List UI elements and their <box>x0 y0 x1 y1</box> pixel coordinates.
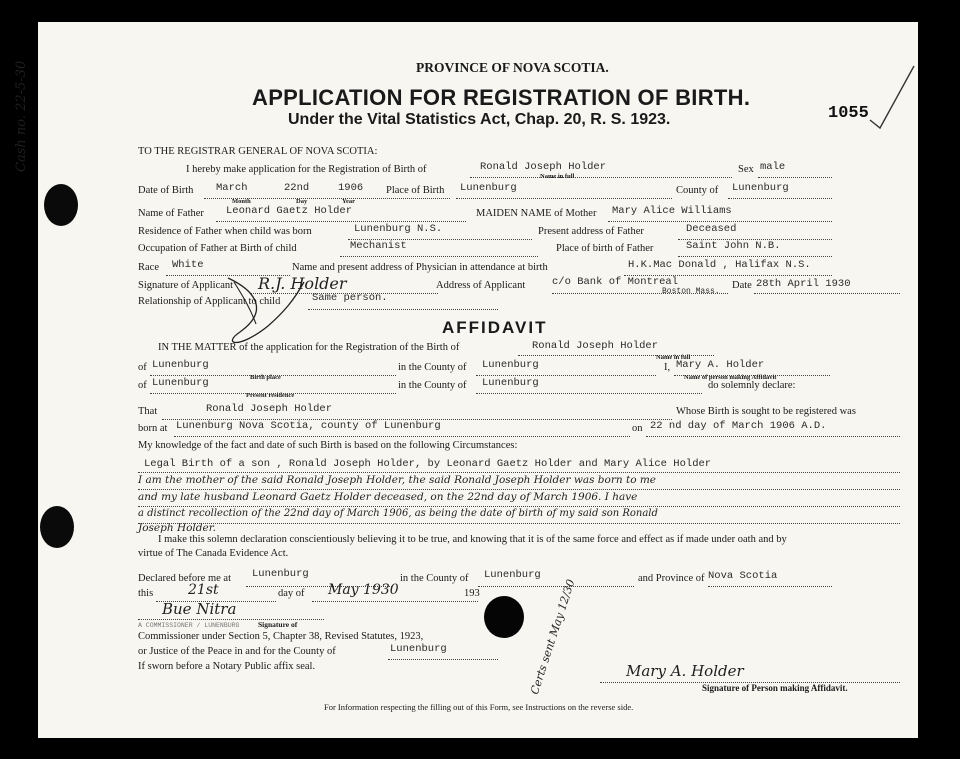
day-of-label: day of <box>278 588 305 599</box>
matter-name: Ronald Joseph Holder <box>532 340 659 352</box>
punch-hole-top <box>44 184 78 226</box>
father-birthplace-label: Place of birth of Father <box>556 243 654 254</box>
father-value: Leonard Gaetz Holder <box>226 205 353 217</box>
declared-label: Declared before me at <box>138 573 231 584</box>
solemn-line-1: I make this solemn declaration conscientiously believing it to be true, and knowing that it is of the same force and effect as if made under oath and by <box>158 534 787 545</box>
registration-number: 1055 <box>828 104 869 123</box>
intro-label: I hereby make application for the Registration of Birth of <box>186 164 427 175</box>
address-city: Boston Mass. <box>662 287 720 296</box>
marginal-handwriting: Certs sent May 12/30 <box>528 577 578 697</box>
dob-month: March <box>216 182 248 194</box>
birthplace-caption: Birth place <box>250 374 281 381</box>
declared-at-value: Lunenburg <box>252 568 309 580</box>
residence-affidavit: Lunenburg <box>152 377 209 389</box>
signature-label: Signature of Applicant <box>138 280 234 291</box>
sex-label: Sex <box>738 164 754 175</box>
commissioner-line: Commissioner under Section 5, Chapter 38, Revised Statutes, 1923, <box>138 631 424 642</box>
commissioner-signature: Bue Nitra <box>162 600 237 618</box>
circumstances-hand-2: and my late husband Leonard Gaetz Holder deceased, on the 22nd day of March 1906. I have <box>138 491 638 503</box>
of-label-2: of <box>138 380 147 391</box>
affiant-caption: Name of person making Affidavit <box>684 374 777 381</box>
circumstances-hand-4: Joseph Holder. <box>138 522 216 534</box>
full-name-caption: Name in full <box>540 173 575 180</box>
footer-text: For Information respecting the filling out of this Form, see Instructions on the reverse side. <box>324 702 634 712</box>
circumstances-hand-3: a distinct recollection of the 22nd day of March 1906, as being the date of birth of my said son Ronald <box>138 508 658 519</box>
mother-label: MAIDEN NAME of Mother <box>476 208 597 219</box>
solemn-line-2: virtue of The Canada Evidence Act. <box>138 548 289 559</box>
year-caption: Year <box>342 198 355 205</box>
form-subtitle: Under the Vital Statistics Act, Chap. 20, R. S. 1923. <box>288 111 671 128</box>
residence-label: Residence of Father when child was born <box>138 226 312 237</box>
this-label: this <box>138 588 154 599</box>
present-address-label: Present address of Father <box>538 226 644 237</box>
sex-value: male <box>760 161 786 173</box>
dob-label: Date of Birth <box>138 185 194 196</box>
margin-note: Cash no. 22-5-30 <box>14 60 29 172</box>
mother-value: Mary Alice Williams <box>612 205 732 217</box>
race-value: White <box>172 259 204 271</box>
whose-text: Whose Birth is sought to be registered was <box>676 406 856 417</box>
i-label: I, <box>664 362 671 373</box>
relationship-label: Relationship of Applicant to child <box>138 296 281 307</box>
county-value-1: Lunenburg <box>482 359 539 371</box>
declare-text: do solemnly declare: <box>708 380 796 391</box>
born-at-label: born at <box>138 423 168 434</box>
county-value-2: Lunenburg <box>482 377 539 389</box>
county-of-label-2: in the County of <box>398 380 467 391</box>
province-heading: PROVINCE OF NOVA SCOTIA. <box>416 60 609 75</box>
physician-label: Name and present address of Physician in attendance at birth <box>292 262 548 273</box>
province-value: Nova Scotia <box>708 570 778 582</box>
matter-name-caption: Name in full <box>656 354 691 361</box>
occupation-label: Occupation of Father at Birth of child <box>138 243 297 254</box>
dob-day: 22nd <box>284 182 310 194</box>
address-value: c/o Bank of Montreal <box>552 276 679 288</box>
notary-line: If sworn before a Notary Public affix seal. <box>138 661 316 672</box>
county-label: County of <box>676 185 719 196</box>
born-at-value: Lunenburg Nova Scotia, county of Lunenburg <box>176 420 441 432</box>
justice-county-value: Lunenburg <box>390 643 447 655</box>
date-value: 28th April 1930 <box>756 278 851 290</box>
month-caption: Month <box>232 198 251 205</box>
knowledge-text: My knowledge of the fact and date of such Birth is based on the following Circumstances: <box>138 440 518 451</box>
on-label: on <box>632 423 643 434</box>
matter-label: IN THE MATTER of the application for the Registration of the Birth of <box>158 342 460 353</box>
full-name-line <box>470 177 732 178</box>
month-value: May 1930 <box>328 582 399 598</box>
declared-county-value: Lunenburg <box>484 569 541 581</box>
occupation-value: Mechanist <box>350 240 407 252</box>
relationship-value: Same person. <box>312 292 388 304</box>
father-birthplace-value: Saint John N.B. <box>686 240 781 252</box>
punch-hole-bottom <box>40 506 74 548</box>
affidavit-heading: AFFIDAVIT <box>442 318 548 337</box>
address-label: Address of Applicant <box>436 280 526 291</box>
date-label: Date <box>732 280 752 291</box>
affiant-signature-caption: Signature of Person making Affidavit. <box>702 683 848 693</box>
circumstances-hand-1: I am the mother of the said Ronald Joseph Holder, the said Ronald Joseph Holder was born to me <box>138 474 657 486</box>
declared-county-label: in the County of <box>400 573 469 584</box>
province-label: and Province of <box>638 573 705 584</box>
form-title: APPLICATION FOR REGISTRATION OF BIRTH. <box>252 85 751 110</box>
signature-of-label: Signature of <box>258 620 298 629</box>
dob-year: 1906 <box>338 182 364 194</box>
full-name-value: Ronald Joseph Holder <box>480 161 607 173</box>
justice-line: or Justice of the Peace in and for the County of <box>138 646 336 657</box>
birth-registration-form <box>14 22 918 738</box>
pob-label: Place of Birth <box>386 185 445 196</box>
county-of-label-1: in the County of <box>398 362 467 373</box>
seal-icon <box>484 596 524 638</box>
race-label: Race <box>138 262 159 273</box>
residence-caption: Present residence <box>246 392 295 399</box>
pob-value: Lunenburg <box>460 182 517 194</box>
circumstances-typed: Legal Birth of a son , Ronald Joseph Holder, by Leonard Gaetz Holder and Mary Alice Holder <box>144 458 712 470</box>
present-address-value: Deceased <box>686 223 737 235</box>
of-label: of <box>138 362 147 373</box>
birthplace-value: Lunenburg <box>152 359 209 371</box>
day-value: 21st <box>188 582 219 598</box>
applicant-signature: R.J. Holder <box>258 274 347 293</box>
affiant-signature: Mary A. Holder <box>626 662 744 680</box>
residence-value: Lunenburg N.S. <box>354 223 443 235</box>
signature-flourish-icon <box>198 272 308 352</box>
year-prefix: 193 <box>464 588 480 599</box>
to-registrar: TO THE REGISTRAR GENERAL OF NOVA SCOTIA: <box>138 146 378 157</box>
affiant-name: Mary A. Holder <box>676 359 765 371</box>
physician-value: H.K.Mac Donald , Halifax N.S. <box>628 259 811 271</box>
that-label: That <box>138 406 158 417</box>
commissioner-stamp: A COMMISSIONER / LUNENBURG <box>138 622 240 629</box>
day-caption: Day <box>296 198 308 205</box>
born-on-value: 22 nd day of March 1906 A.D. <box>650 420 827 432</box>
that-name: Ronald Joseph Holder <box>206 403 333 415</box>
father-label: Name of Father <box>138 208 204 219</box>
check-mark-icon <box>866 62 918 132</box>
county-value: Lunenburg <box>732 182 789 194</box>
